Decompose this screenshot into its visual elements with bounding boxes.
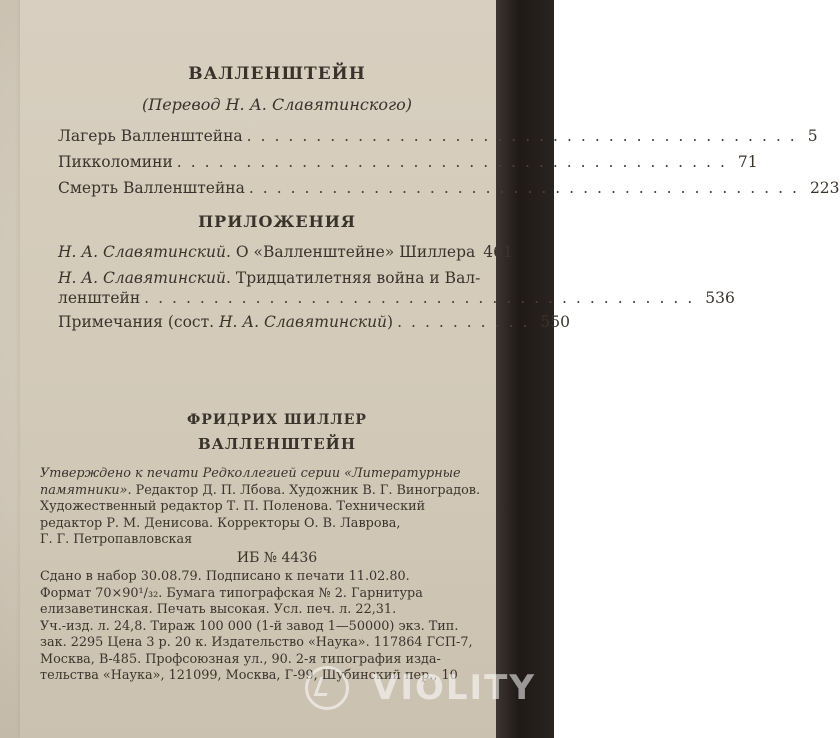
appendix-item-page: 461 bbox=[483, 243, 513, 261]
credits-line: Г. Г. Петропавловская bbox=[40, 532, 193, 547]
appendix-item bbox=[58, 243, 513, 261]
appendix-item-title bbox=[58, 243, 475, 261]
appendix-title-text: . О «Валленштейне» Шиллера bbox=[226, 243, 476, 261]
appendix-item-continuation bbox=[58, 289, 735, 307]
appendix-item-page: 536 bbox=[705, 289, 735, 307]
appendix-title: ПРИЛОЖЕНИЯ bbox=[198, 212, 356, 231]
appendix-continuation-text: ленштейн bbox=[58, 289, 141, 307]
appendix-suffix: ) bbox=[387, 313, 394, 331]
leader-dots: ........................................ bbox=[144, 289, 702, 307]
imprint-author: ФРИДРИХ ШИЛЛЕР bbox=[187, 412, 367, 428]
toc-item-title: Смерть Валленштейна bbox=[58, 179, 245, 197]
toc-item-page: 5 bbox=[807, 127, 818, 145]
appendix-author: Н. А. Славятинский bbox=[219, 313, 388, 331]
approval-editors: Редактор Д. П. Лбова. Художник В. Г. Виноградов. bbox=[131, 482, 481, 498]
toc-item bbox=[58, 179, 840, 197]
watermark-logo-icon bbox=[305, 666, 349, 710]
toc-item bbox=[58, 153, 758, 171]
details-line: Сдано в набор 30.08.79. Подписано к печати 11.02.80. bbox=[40, 569, 410, 584]
approval-line: Утверждено к печати Редколлегией серии «Литературные bbox=[40, 466, 461, 481]
toc-item-page: 223 bbox=[809, 179, 840, 197]
approval-line-2 bbox=[40, 483, 495, 500]
appendix-item-title bbox=[58, 313, 393, 331]
details-line: тельства «Наука», 121099, Москва, Г-99, Шубинский пер., 10 bbox=[40, 668, 458, 683]
toc-item bbox=[58, 127, 818, 145]
toc-item-page: 71 bbox=[737, 153, 758, 171]
details-line: зак. 2295 Цена 3 р. 20 к. Издательство «Наука». 117864 ГСП-7, bbox=[40, 635, 473, 650]
appendix-item bbox=[58, 313, 570, 331]
details-line: Уч.-изд. л. 24,8. Тираж 100 000 (1-й завод 1—50000) экз. Тип. bbox=[40, 618, 459, 634]
leader-dots: ........................................ bbox=[248, 179, 806, 197]
imprint-credits bbox=[40, 466, 495, 549]
details-line: елизаветинская. Печать высокая. Усл. печ. л. 22,31. bbox=[40, 602, 397, 617]
appendix-prefix: Примечания (сост. bbox=[58, 313, 220, 331]
credits-line: Художественный редактор Т. П. Поленова. Технический bbox=[40, 499, 426, 514]
appendix-item-title bbox=[58, 269, 480, 287]
leader-dots: ........................................ bbox=[176, 153, 734, 171]
approval-series: памятники». bbox=[40, 482, 132, 498]
credits-line: редактор Р. М. Денисова. Корректоры О. В. Лаврова, bbox=[40, 515, 401, 531]
toc-item-title: Пикколомини bbox=[58, 153, 173, 171]
watermark: VIOLITY bbox=[372, 668, 536, 708]
appendix-author: Н. А. Славятинский bbox=[58, 243, 227, 261]
translation-note: (Перевод Н. А. Славятинского) bbox=[142, 95, 412, 114]
appendix-item bbox=[58, 269, 481, 287]
details-line: Формат 70×90¹/₃₂. Бумага типографская № 2. Гарнитура bbox=[40, 585, 423, 601]
appendix-title-text: . Тридцатилетняя война и Вал- bbox=[226, 269, 481, 287]
leader-dots: .......... bbox=[397, 313, 537, 331]
ib-number: ИБ № 4436 bbox=[236, 550, 318, 566]
appendix-item-page: 550 bbox=[540, 313, 570, 331]
imprint-title: ВАЛЛЕНШТЕЙН bbox=[198, 435, 356, 453]
section-title: ВАЛЛЕНШТЕЙН bbox=[188, 64, 366, 84]
toc-item-title: Лагерь Валленштейна bbox=[58, 127, 243, 145]
appendix-author: Н. А. Славятинский bbox=[58, 269, 227, 287]
leader-dots: ........................................ bbox=[246, 127, 804, 145]
details-line: Москва, В-485. Профсоюзная ул., 90. 2-я типография изда- bbox=[40, 651, 441, 667]
